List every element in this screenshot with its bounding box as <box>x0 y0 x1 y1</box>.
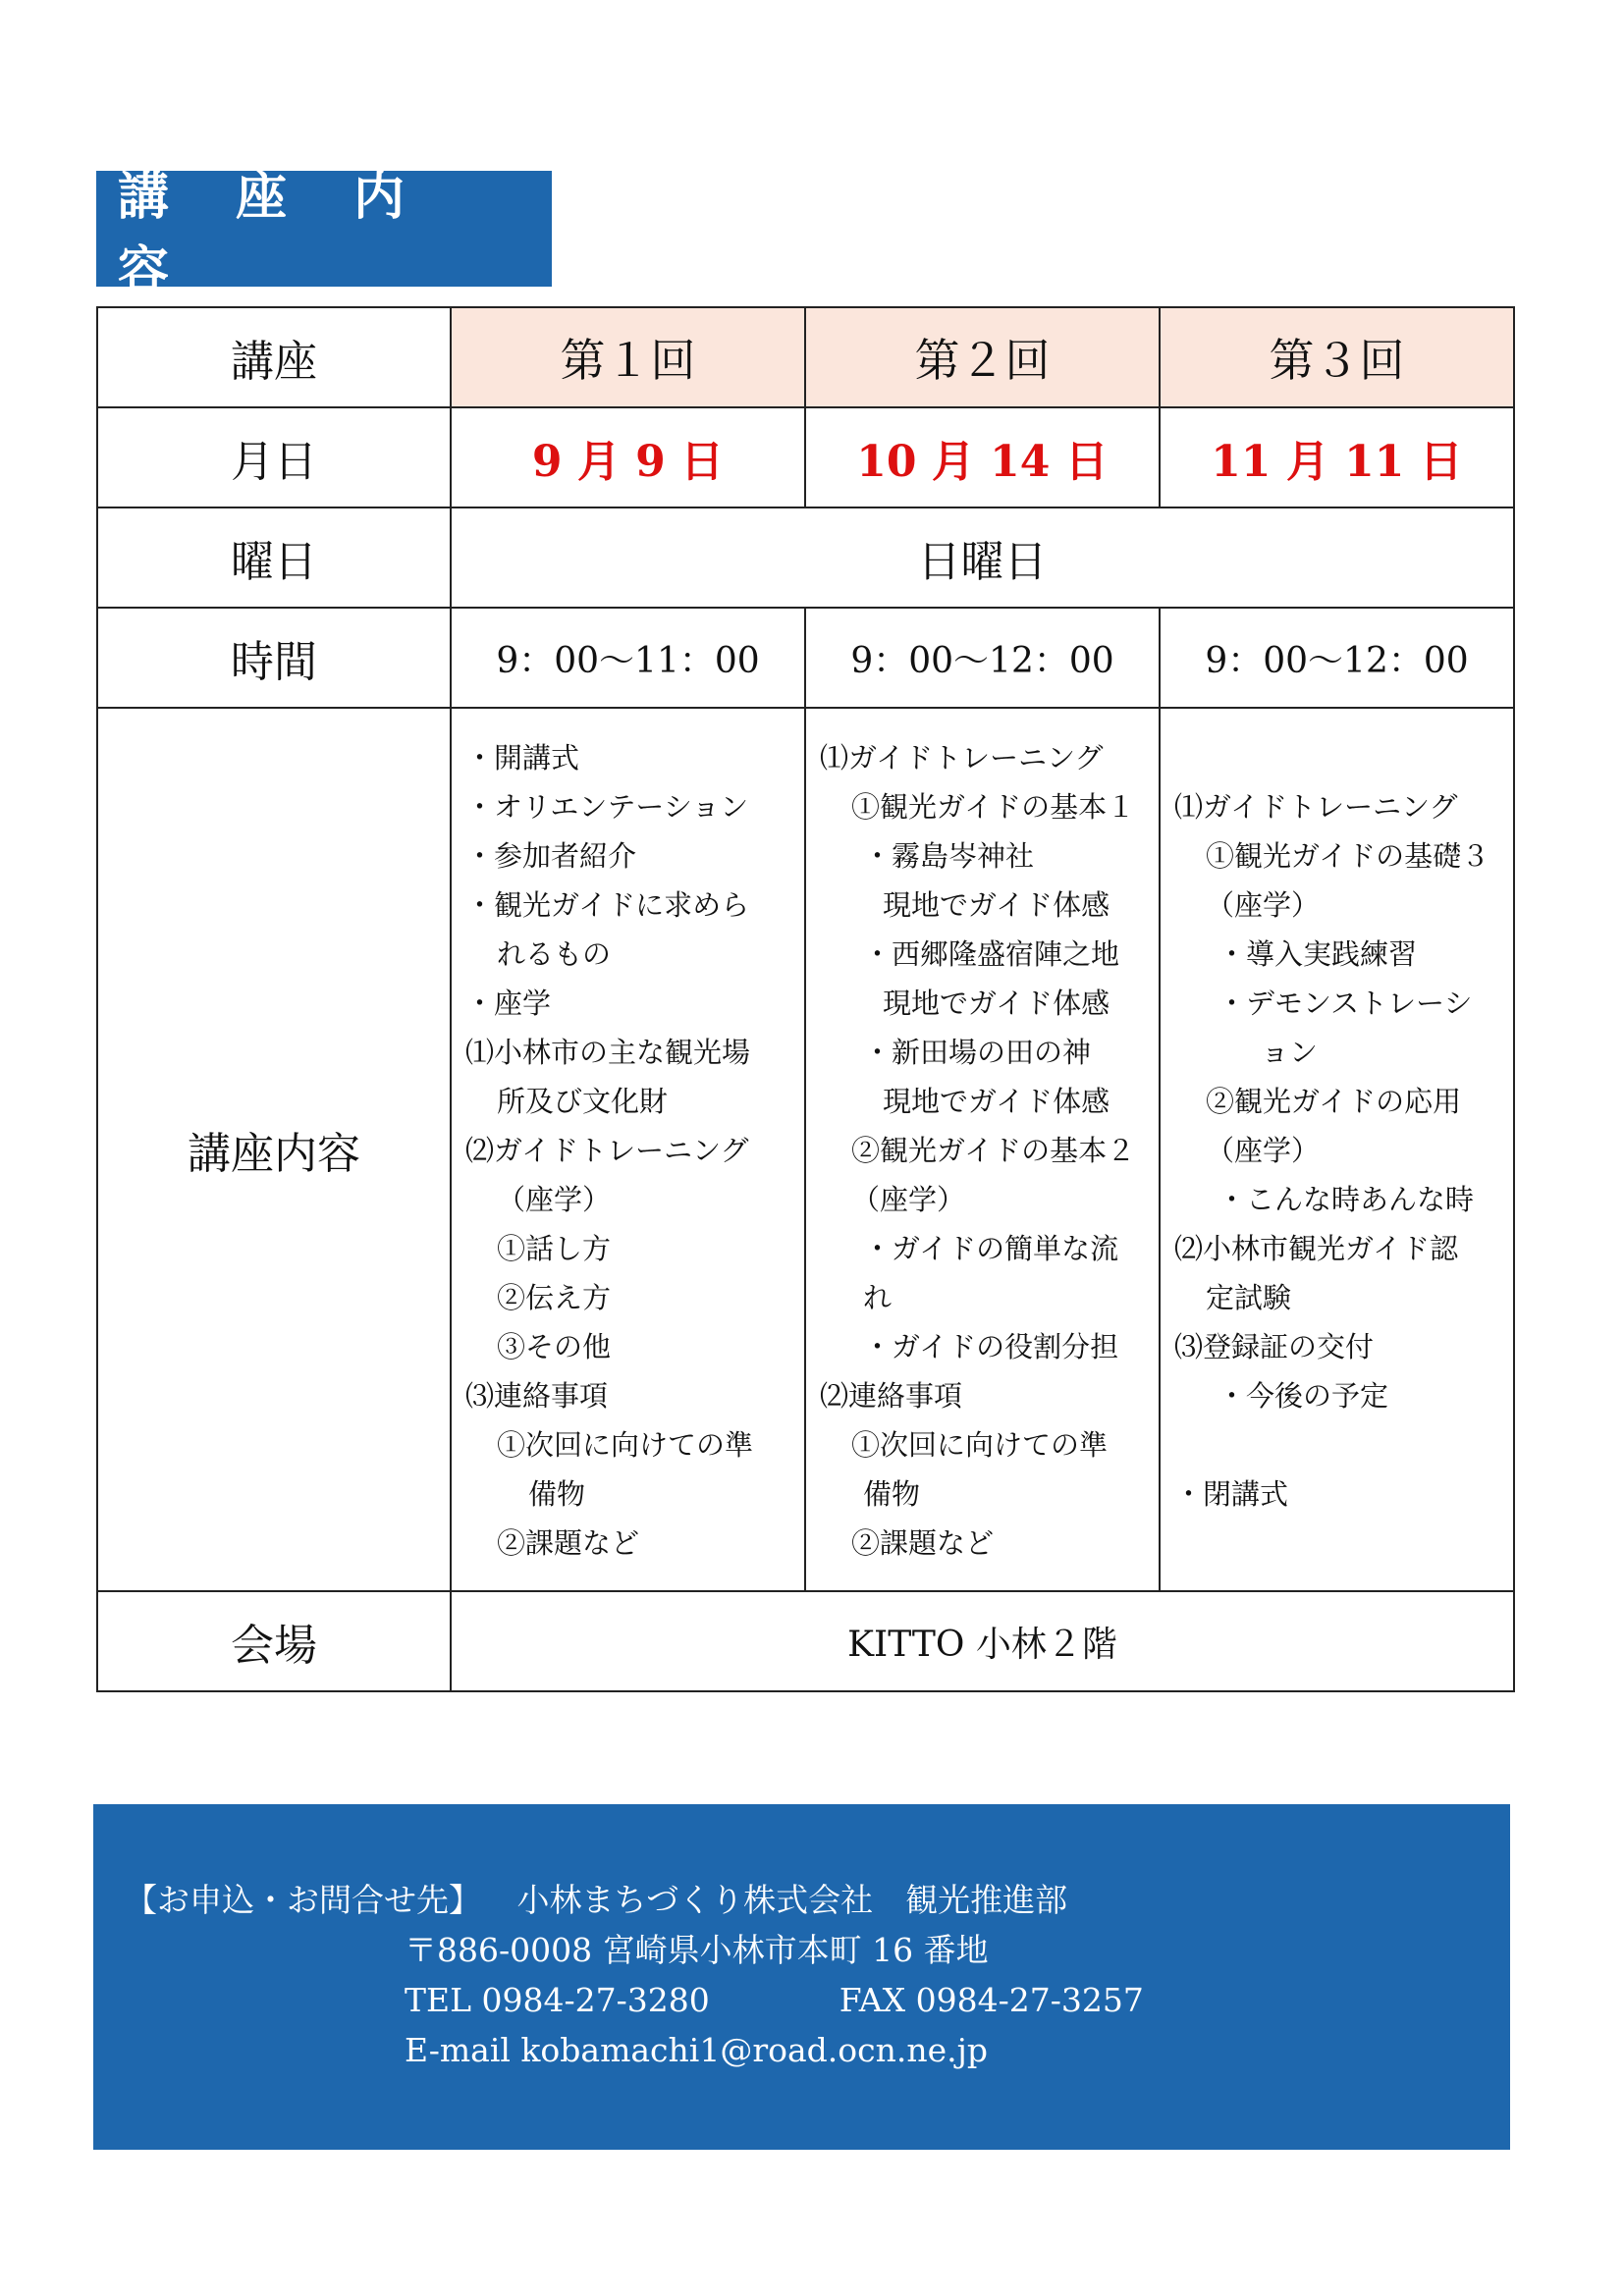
list-item: ・開講式 <box>465 741 580 774</box>
list-item: ・導入実践練習 <box>1218 937 1418 971</box>
list-item: ・西郷隆盛宿陣之地 <box>863 937 1120 971</box>
list-item: ⑴小林市の主な観光場 <box>465 1036 751 1069</box>
table-row-time <box>97 608 1514 708</box>
list-item: ・閉講式 <box>1174 1477 1289 1511</box>
lecture-3-time: 9：00〜12：00 <box>1160 608 1514 708</box>
list-item: ⑶連絡事項 <box>465 1379 609 1413</box>
phone-line <box>125 1975 1510 2025</box>
lecture-schedule-table <box>96 306 1515 1692</box>
email-address: E-mail kobamachi1@road.ocn.ne.jp <box>405 2031 988 2069</box>
list-item: ・観光ガイドに求めら <box>465 888 750 922</box>
list-item: （座学） <box>1206 1134 1321 1167</box>
list-item: ⑵ガイドトレーニング <box>465 1134 749 1167</box>
list-item: ョン <box>1261 1036 1319 1069</box>
lecture-1-time: 9：00〜11：00 <box>451 608 805 708</box>
list-item: 現地でガイド体感 <box>883 1085 1110 1118</box>
section-title: 講座内容 <box>96 171 552 287</box>
list-item: ⑴ガイドトレーニング <box>820 741 1104 774</box>
table-row-date <box>97 407 1514 507</box>
list-item: 所及び文化財 <box>497 1085 669 1118</box>
row-label-venue: 会場 <box>97 1591 451 1691</box>
list-item: ②課題など <box>851 1526 995 1560</box>
lecture-2-content <box>805 708 1160 1591</box>
address: 〒886-0008 宮崎県小林市本町 16 番地 <box>405 1931 989 1969</box>
lecture-2-time: 9：00〜12：00 <box>805 608 1160 708</box>
organization-name: 小林まちづくり株式会社 観光推進部 <box>516 1881 1068 1919</box>
lecture-2-date: 10 月 14 日 <box>805 407 1160 507</box>
list-item: れ <box>863 1281 893 1314</box>
list-item: 備物 <box>863 1477 921 1511</box>
lecture-1-content <box>451 708 805 1591</box>
fax-number: FAX 0984-27-3257 <box>839 1981 1144 2019</box>
row-label-content: 講座内容 <box>97 708 451 1591</box>
list-item: ・ガイドの役割分担 <box>863 1330 1119 1363</box>
list-item: ②伝え方 <box>497 1281 612 1314</box>
list-item: ・座学 <box>465 987 552 1020</box>
contact-heading <box>125 1875 1510 1925</box>
list-item: （座学） <box>497 1183 612 1216</box>
lecture-3-label: 第３回 <box>1160 307 1514 407</box>
table-row-weekday <box>97 507 1514 608</box>
list-item: ・参加者紹介 <box>465 839 637 873</box>
list-item: ②観光ガイドの基本２ <box>851 1134 1136 1167</box>
list-item: ⑵小林市観光ガイド認 <box>1174 1232 1459 1265</box>
list-item: ・デモンストレーシ <box>1218 987 1473 1020</box>
lecture-3-content <box>1160 708 1514 1591</box>
list-item: ①話し方 <box>497 1232 612 1265</box>
lecture-3-date: 11 月 11 日 <box>1160 407 1514 507</box>
list-item: ・新田場の田の神 <box>863 1036 1092 1069</box>
list-item: ①観光ガイドの基本１ <box>851 790 1136 824</box>
row-label-date: 月日 <box>97 407 451 507</box>
list-item <box>1174 1420 1499 1469</box>
list-item: ②観光ガイドの応用 <box>1206 1085 1462 1118</box>
list-item: ・こんな時あんな時 <box>1218 1183 1475 1216</box>
table-row-venue <box>97 1591 1514 1691</box>
list-item: ①次回に向けての準 <box>851 1428 1109 1462</box>
list-item: 備物 <box>528 1477 586 1511</box>
content-list <box>1161 780 1513 1519</box>
row-label-lecture: 講座 <box>97 307 451 407</box>
list-item: ③その他 <box>497 1330 612 1363</box>
list-item: ①次回に向けての準 <box>497 1428 754 1462</box>
list-item: ⑶登録証の交付 <box>1174 1330 1375 1363</box>
list-item: 定試験 <box>1206 1281 1292 1314</box>
tel-number: TEL 0984-27-3280 <box>405 1981 710 2019</box>
contact-box <box>93 1804 1510 2150</box>
contact-label: 【お申込・お問合せ先】 <box>125 1881 481 1919</box>
row-label-weekday: 曜日 <box>97 507 451 608</box>
table-row-content <box>97 708 1514 1591</box>
weekday-value: 日曜日 <box>451 507 1514 608</box>
list-item: ・今後の予定 <box>1218 1379 1389 1413</box>
venue-value: KITTO 小林２階 <box>451 1591 1514 1691</box>
list-item: ⑵連絡事項 <box>820 1379 963 1413</box>
list-item: ・霧島岑神社 <box>863 839 1035 873</box>
content-list <box>452 731 804 1568</box>
table-row-lecture <box>97 307 1514 407</box>
lecture-2-label: 第２回 <box>805 307 1160 407</box>
lecture-1-label: 第１回 <box>451 307 805 407</box>
content-list <box>806 731 1159 1568</box>
list-item: 現地でガイド体感 <box>883 987 1110 1020</box>
row-label-time: 時間 <box>97 608 451 708</box>
list-item: （座学） <box>851 1183 966 1216</box>
lecture-1-date: 9 月 9 日 <box>451 407 805 507</box>
list-item: れるもの <box>497 937 612 971</box>
list-item: 現地でガイド体感 <box>883 888 1110 922</box>
list-item: （座学） <box>1206 888 1321 922</box>
list-item: ・オリエンテーション <box>465 790 749 824</box>
list-item: ①観光ガイドの基礎３ <box>1206 839 1490 873</box>
list-item: ・ガイドの簡単な流 <box>863 1232 1119 1265</box>
list-item: ②課題など <box>497 1526 640 1560</box>
list-item: ⑴ガイドトレーニング <box>1174 790 1458 824</box>
